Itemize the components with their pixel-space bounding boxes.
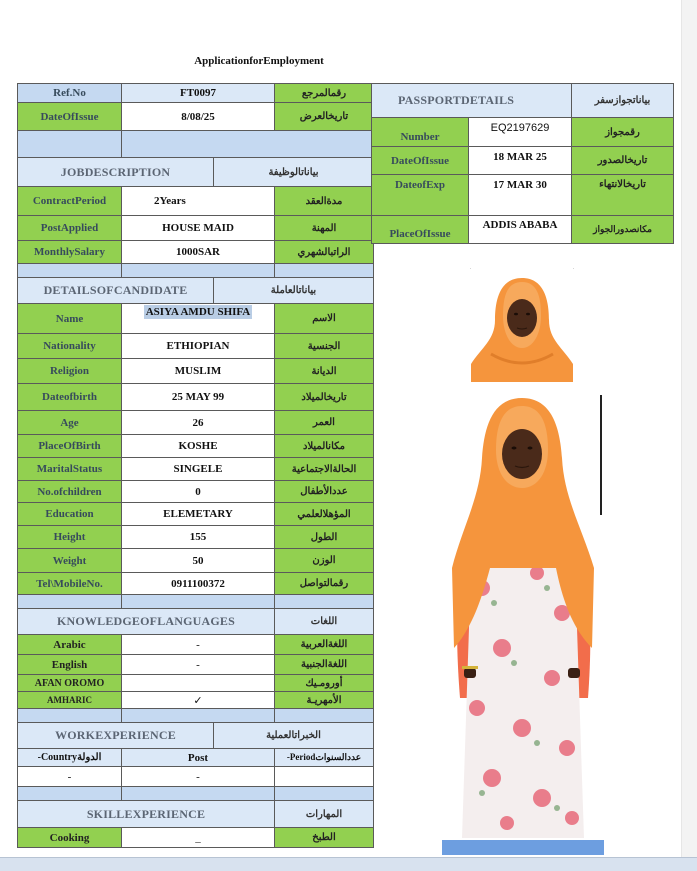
place-of-birth-arabic: مكانالميلاد — [275, 435, 374, 458]
skill-cooking-label: Cooking — [18, 828, 122, 848]
work-post-header: Post — [122, 749, 275, 767]
language-oromo-arabic: أورومـيك — [275, 675, 374, 692]
passport-number-arabic: رقمجواز — [572, 118, 674, 147]
nationality-value: ETHIOPIAN — [122, 334, 275, 359]
monthly-salary-label: MonthlySalary — [18, 241, 122, 264]
passport-place-value: ADDIS ABABA — [469, 216, 572, 244]
work-section-title-arabic: الخبراتالعملية — [214, 723, 374, 749]
monthly-salary-value: 1000SAR — [122, 241, 275, 264]
spacer-cell — [18, 787, 122, 801]
date-of-issue-arabic: تاريخالعرض — [275, 103, 374, 131]
languages-section-title-arabic: اللغات — [275, 609, 374, 635]
work-period-arabic: عددالسنوات — [315, 752, 362, 762]
spacer-cell — [122, 131, 374, 158]
candidate-full-body-photo — [442, 398, 604, 853]
spacer-cell — [275, 709, 374, 723]
skill-cooking-arabic: الطبخ — [275, 828, 374, 848]
contract-period-arabic: مدةالعقد — [275, 187, 374, 216]
nationality-arabic: الجنسية — [275, 334, 374, 359]
weight-arabic: الوزن — [275, 549, 374, 573]
education-arabic: المؤهلالعلمي — [275, 503, 374, 526]
language-arabic-arabic: اللغةالعربية — [275, 635, 374, 655]
candidate-headshot-photo — [471, 268, 573, 382]
age-value: 26 — [122, 411, 275, 435]
children-label: No.ofchildren — [18, 481, 122, 503]
candidate-section-title-arabic: بياناتالعاملة — [214, 278, 374, 304]
spacer-cell — [122, 709, 275, 723]
passport-expiry-arabic: تاريخالانتهاء — [572, 175, 674, 216]
work-period-header — [275, 749, 374, 767]
monthly-salary-arabic: الراتبالشهري — [275, 241, 374, 264]
children-value: 0 — [122, 481, 275, 503]
passport-issue-label: DateOfIssue — [372, 147, 469, 175]
passport-issue-value: 18 MAR 25 — [469, 147, 572, 175]
work-post-value: - — [122, 767, 275, 787]
spacer-cell — [275, 595, 374, 609]
religion-value: MUSLIM — [122, 359, 275, 384]
spacer-cell — [122, 595, 275, 609]
spacer-cell — [275, 787, 374, 801]
place-of-birth-value: KOSHE — [122, 435, 275, 458]
job-section-title-arabic: بياناتالوظيفة — [214, 158, 374, 187]
spacer-cell — [122, 264, 275, 278]
date-of-issue-label: DateOfIssue — [18, 103, 122, 131]
religion-label: Religion — [18, 359, 122, 384]
religion-arabic: الديانة — [275, 359, 374, 384]
passport-details-table — [371, 83, 674, 244]
ref-no-label: Ref.No — [18, 84, 122, 103]
contract-period-value: 2Years — [122, 187, 275, 216]
document-title: ApplicationforEmployment — [194, 55, 324, 67]
post-applied-arabic: المهنة — [275, 216, 374, 241]
skill-section-title-arabic: المهارات — [275, 801, 374, 828]
work-country-arabic: الدولة — [77, 752, 102, 763]
name-label: Name — [18, 304, 122, 334]
mobile-arabic: رقمالتواصل — [275, 573, 374, 595]
passport-number-label: Number — [372, 118, 469, 147]
passport-expiry-label: DateofExp — [372, 175, 469, 216]
language-amharic-value: ✓ — [122, 692, 275, 709]
date-of-birth-value: 25 MAY 99 — [122, 384, 275, 411]
work-period-label: -Period — [286, 752, 316, 762]
post-applied-label: PostApplied — [18, 216, 122, 241]
spacer-cell — [18, 709, 122, 723]
work-country-value: - — [18, 767, 122, 787]
language-amharic-arabic: الأمهريـة — [275, 692, 374, 709]
age-label: Age — [18, 411, 122, 435]
contract-period-label: ContractPeriod — [18, 187, 122, 216]
height-arabic: الطول — [275, 526, 374, 549]
passport-section-title-arabic: بياناتجوازسفر — [572, 84, 674, 118]
place-of-birth-label: PlaceOfBirth — [18, 435, 122, 458]
mobile-value: 0911100372 — [122, 573, 275, 595]
work-period-value — [275, 767, 374, 787]
date-of-birth-arabic: تاريخالميلاد — [275, 384, 374, 411]
photo-floor-strip — [442, 840, 604, 855]
passport-place-label: PlaceOfIssue — [372, 216, 469, 244]
status-bar — [0, 857, 697, 871]
nationality-label: Nationality — [18, 334, 122, 359]
text-cursor-line — [600, 395, 602, 515]
language-arabic-label: Arabic — [18, 635, 122, 655]
spacer-cell — [18, 131, 122, 158]
spacer-cell — [275, 264, 374, 278]
name-value[interactable]: ASIYA AMDU SHIFA — [145, 306, 251, 318]
passport-expiry-value: 17 MAR 30 — [469, 175, 572, 216]
weight-value: 50 — [122, 549, 275, 573]
candidate-section-title: DETAILSOFCANDIDATE — [18, 278, 214, 304]
post-applied-value: HOUSE MAID — [122, 216, 275, 241]
date-of-issue-value: 8/08/25 — [122, 103, 275, 131]
education-value: ELEMETARY — [122, 503, 275, 526]
marital-status-value: SINGELE — [122, 458, 275, 481]
height-label: Height — [18, 526, 122, 549]
passport-place-arabic: مكانصدورالجواز — [572, 216, 674, 244]
languages-section-title: KNOWLEDGEOFLANGUAGES — [18, 609, 275, 635]
passport-number-value: EQ2197629 — [469, 118, 572, 147]
work-country-header — [18, 749, 122, 767]
language-arabic-value: - — [122, 635, 275, 655]
work-country-label: -Country — [37, 752, 78, 763]
language-amharic-label: AMHARIC — [18, 692, 122, 709]
passport-issue-arabic: تاريخالصدور — [572, 147, 674, 175]
age-arabic: العمر — [275, 411, 374, 435]
ref-no-value: FT0097 — [122, 84, 275, 103]
spacer-cell — [18, 595, 122, 609]
name-arabic: الاسم — [275, 304, 374, 334]
marital-status-label: MaritalStatus — [18, 458, 122, 481]
children-arabic: عددالأطفال — [275, 481, 374, 503]
skill-section-title: SKILLEXPERIENCE — [18, 801, 275, 828]
language-oromo-label: AFAN OROMO — [18, 675, 122, 692]
job-section-title: JOBDESCRIPTION — [18, 158, 214, 187]
skill-cooking-value: _ — [122, 828, 275, 848]
language-english-arabic: اللغةالجنبية — [275, 655, 374, 675]
education-label: Education — [18, 503, 122, 526]
ref-no-arabic: رقمالمرجع — [275, 84, 374, 103]
language-english-value: - — [122, 655, 275, 675]
passport-section-title: PASSPORTDETAILS — [372, 84, 572, 118]
mobile-label: Tel\MobileNo. — [18, 573, 122, 595]
language-english-label: English — [18, 655, 122, 675]
weight-label: Weight — [18, 549, 122, 573]
application-form-table — [17, 83, 374, 848]
marital-status-arabic: الحالةالاجتماعية — [275, 458, 374, 481]
vertical-scrollbar[interactable] — [681, 0, 697, 871]
language-oromo-value — [122, 675, 275, 692]
date-of-birth-label: Dateofbirth — [18, 384, 122, 411]
spacer-cell — [18, 264, 122, 278]
spacer-cell — [122, 787, 275, 801]
height-value: 155 — [122, 526, 275, 549]
work-section-title: WORKEXPERIENCE — [18, 723, 214, 749]
